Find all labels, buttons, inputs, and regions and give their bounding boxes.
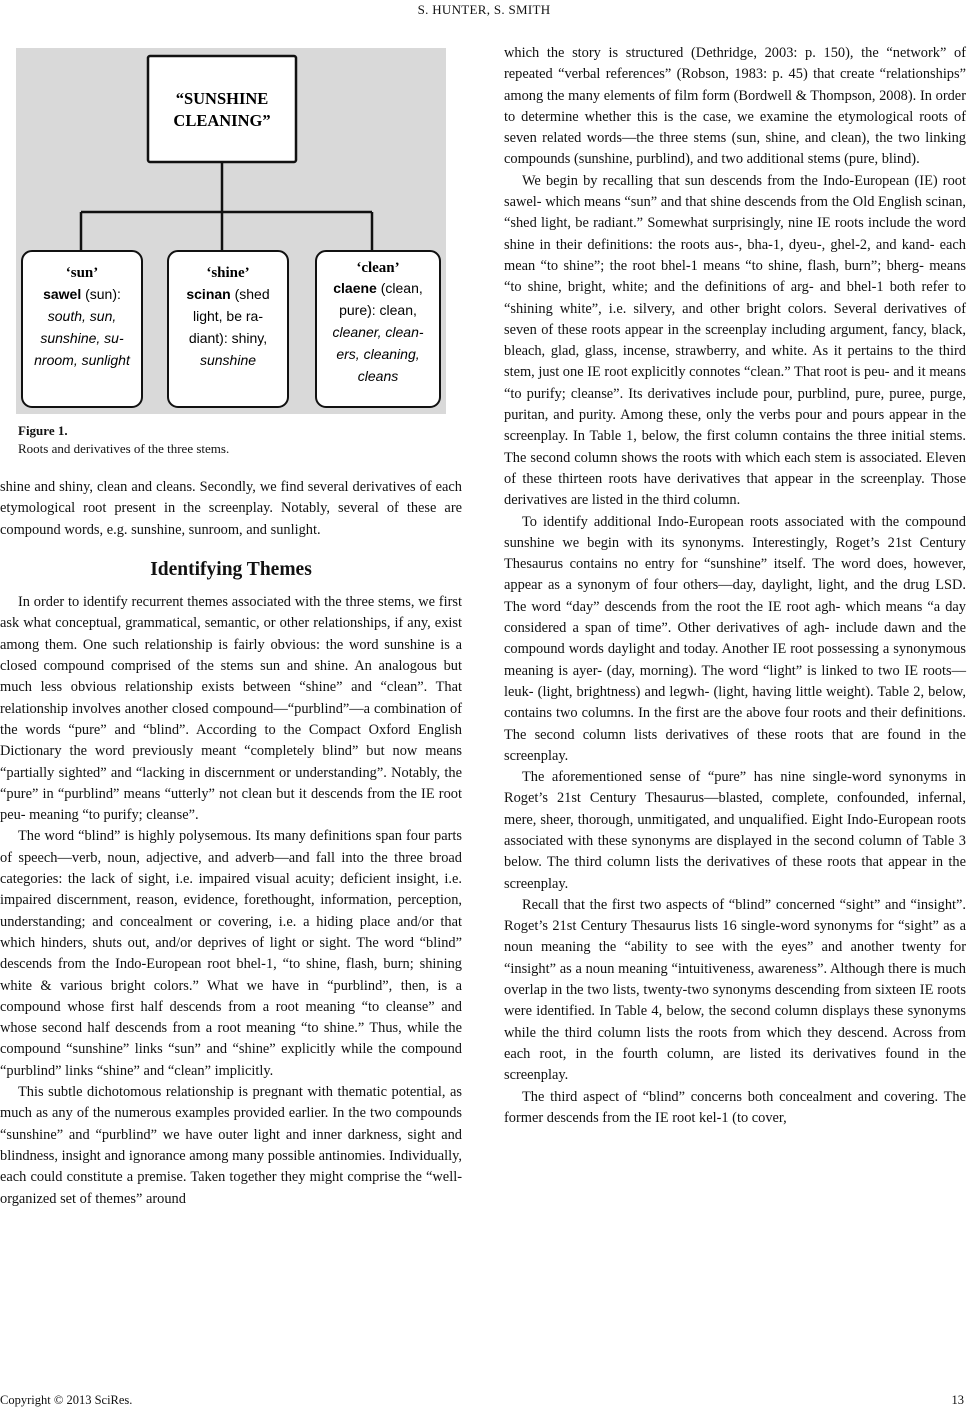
box-clean-root-line [333,280,423,296]
box-sun-deriv-2: sunshine, su- [40,330,124,346]
top-box-line2: CLEANING” [173,111,271,130]
right-column [504,43,966,1129]
box-sun-root-line [43,286,121,302]
box-sun-deriv-1: south, sun, [47,308,117,324]
box-clean-title: ‘clean’ [356,260,400,276]
box-clean-deriv-2: ers, cleaning, [336,346,420,362]
left-paragraph-1: In order to identify recurrent themes associated with the three stems, we first ask what conceptual, grammatical, semantic, or other relationships, if any, exist among them. One such relationship is fairly obvious: the word sunshine is a closed compound comprised of the stems sun and shine. An analogous but much less obvious relationship exists between “shine” and “clean”. That relationship involves another closed compound—“purblind”—a combination of the words “pure” and “blind”. According to the Compact Oxford English Dictionary the word previously meant “completely blind” but now means “partially sighted” and “lacking in discernment or understanding”. Notably, the “pure” in “purblind” means “utterly” not clean but it descends from the IE root peu- meaning “to purify; cleanse”. [0,594,462,824]
left-paragraph-2: The word “blind” is highly polysemous. Its many definitions span four parts of speech—verb, noun, adjective, and adverb—and fall into the three broad categories: the lack of sight, i.e. impaired visual acuity; deficient insight, i.e. impaired discernment, reason, evidence, forethought, information, perception, understanding; and concealment or covering, i.e. a hiding place and/or that which hinders, shuts out, and/or deprives of light or sight. The word “blind” descends from the Indo-European root bhel-1, “to shine, flash, burn; shining white & various bright colors.” What we have in “purblind”, then, is a compound whose first half descends from a root meaning “to cleanse” and whose second half descends from a root meaning “to shine.” Thus, while the compound “sunshine” links “sun” and “shine” explicitly while the compound “purblind” links “shine” and “clean” implicitly. [0,828,462,1079]
box-shine-root-line [186,286,269,302]
right-paragraph-3: The aforementioned sense of “pure” has nine single-word synonyms in Roget’s 21st Century Thesaurus—blasted, complete, confounded, infernal, mere, sheer, thorough, unmitigated, and unqualified. Eight Indo-European roots associated with these synonyms are displayed in the second column of Table 3 below. The third column lists the derivatives of these roots that appear in the screenplay. [504,769,966,892]
box-clean-deriv-3: cleans [357,368,399,384]
box-clean-gloss: (clean, [376,280,423,296]
page-number: 13 [951,1393,964,1407]
right-paragraph-1: We begin by recalling that sun descends from the Indo-European (IE) root sawel- which means “sun” and that shine descends from the Old English scinan, “shed light, be radiant.” Somewhat surprisingly, nine IE roots include the word shine in their definitions: the roots aus-, bha-1, dyeu-, ghel-2, and kand- each mean “to shine”; the root bhel-1 means “to shine, flash, burn”; bherg- means “to shine, bright, white; and the definitions of arg- and bhel-1 both refer to “shining white”, i.e. silvery, and other bright colors. Several derivatives of seven of these roots appear in the screenplay including argument, fancy, black, bleach, glad, glass, incense, strawberry, and white. As it pertains to the third stem, just one IE root explicitly connotes “clean.” That root is peu- and it means “to purify; cleanse”. Its derivatives include pour, purblind, pure, puree, purge, puritan, and purity. Among these, only the verbs pour and pours appear in the screenplay. In Table 1, below, the first column contains the three initial stems. The second column shows the roots with which each stem is associated. Eleven of these thirteen roots have derivatives that appear in the screenplay. Those derivatives are listed in the third column. [504,172,966,509]
figure-caption-text: Roots and derivatives of the three stems. [18,441,230,456]
box-sun-gloss: (sun): [81,286,121,302]
figure-1 [16,48,446,414]
box-shine-gloss-2: light, be ra- [192,308,264,324]
box-sun-root: sawel [43,286,82,302]
box-shine-gloss-3: diant): shiny, [188,330,268,346]
box-shine-root: scinan [186,286,231,302]
box-clean-deriv-1: cleaner, clean- [332,324,424,340]
right-paragraph-5: The third aspect of “blind” concerns both concealment and covering. The former descends from the IE root kel-1 (to cover, [504,1088,966,1126]
box-shine-deriv-1: sunshine [199,352,257,368]
right-paragraph-continued: which the story is structured (Dethridge, 2003: p. 150), the “network” of repeated “verbal references” (Robson, 1983: p. 45) that create “relationships” among the many elements of film form (Bordwell & Thompson, 2008). In order to determine whether this is the case, we examine the etymological roots of seven related words—the three stems (sun, shine, and clean), the two linking compounds (sunshine, purblind), and two additional stems (pure, blind). [504,45,966,168]
right-paragraph-4: Recall that the first two aspects of “blind” concerned “sight” and “insight”. Roget’s 21st Century Thesaurus lists 16 single-word synonyms for “sight” as a noun meaning the “ability to see with the eyes” and another twenty for “insight” as a noun meaning “intuitiveness, awareness”. Although there is much overlap in the two lists, twenty-two synonyms descending from sixteen IE roots were identified. In Table 4, below, the second column displays these synonyms while the third column lists the roots from which they descend. Across from each root, in the fourth column, are listed its derivatives found in the screenplay. [504,896,966,1084]
copyright: Copyright © 2013 SciRes. [0,1393,133,1407]
left-paragraph-continued: shine and shiny, clean and cleans. Secondly, we find several derivatives of each etymological root present in the screenplay. Notably, several of these are compound words, e.g. sunshine, sunroom, and sunlight. [0,479,462,538]
figure-caption-label: Figure 1. [18,423,68,438]
box-shine-gloss: (shed [230,286,270,302]
running-head: S. HUNTER, S. SMITH [417,2,551,17]
left-paragraph-3: This subtle dichotomous relationship is pregnant with thematic potential, as much as any of the numerous examples provided earlier. In the two compounds “sunshine” and “purblind” we have outer light and inner darkness, sight and blindness, insight and ignorance among many possible antinomies. Individually, each could constitute a premise. Taken together they might comprise the “well-organized set of themes” around [0,1084,462,1207]
top-box [148,56,296,162]
box-sun-title: ‘sun’ [65,265,99,281]
box-clean-gloss-2: pure): clean, [339,302,417,318]
top-box-line1: “SUNSHINE [175,89,269,108]
section-heading: Identifying Themes [150,558,312,580]
right-paragraph-2: To identify additional Indo-European roots associated with the compound sunshine we begin with its synonyms. Interestingly, Roget’s 21st Century Thesaurus contains no entry for “sunshine” itself. The word does, however, appear as a synonym of four others—day, daylight, light, and the drug LSD. The word “day” descends from the root the IE root agh- which means “a day considered a span of time”. Other derivatives of agh- include dawn and the compound words daylight and today. Another IE root possessing a synonymous meaning is ayer- (day, morning). The word “light” is linked to two IE roots—leuk- (light, brightness) and legwh- (light, having little weight). Table 2, below, contains two columns. In the first are the above four roots and their definitions. The second column lists derivatives of these roots that are found in the screenplay. [504,513,966,764]
figure-caption [18,422,229,458]
box-shine-title: ‘shine’ [206,265,250,281]
box-sun-deriv-3: nroom, sunlight [34,352,130,368]
figure-1-diagram [16,48,446,414]
left-column [0,477,462,1210]
box-clean-root: claene [333,280,377,296]
